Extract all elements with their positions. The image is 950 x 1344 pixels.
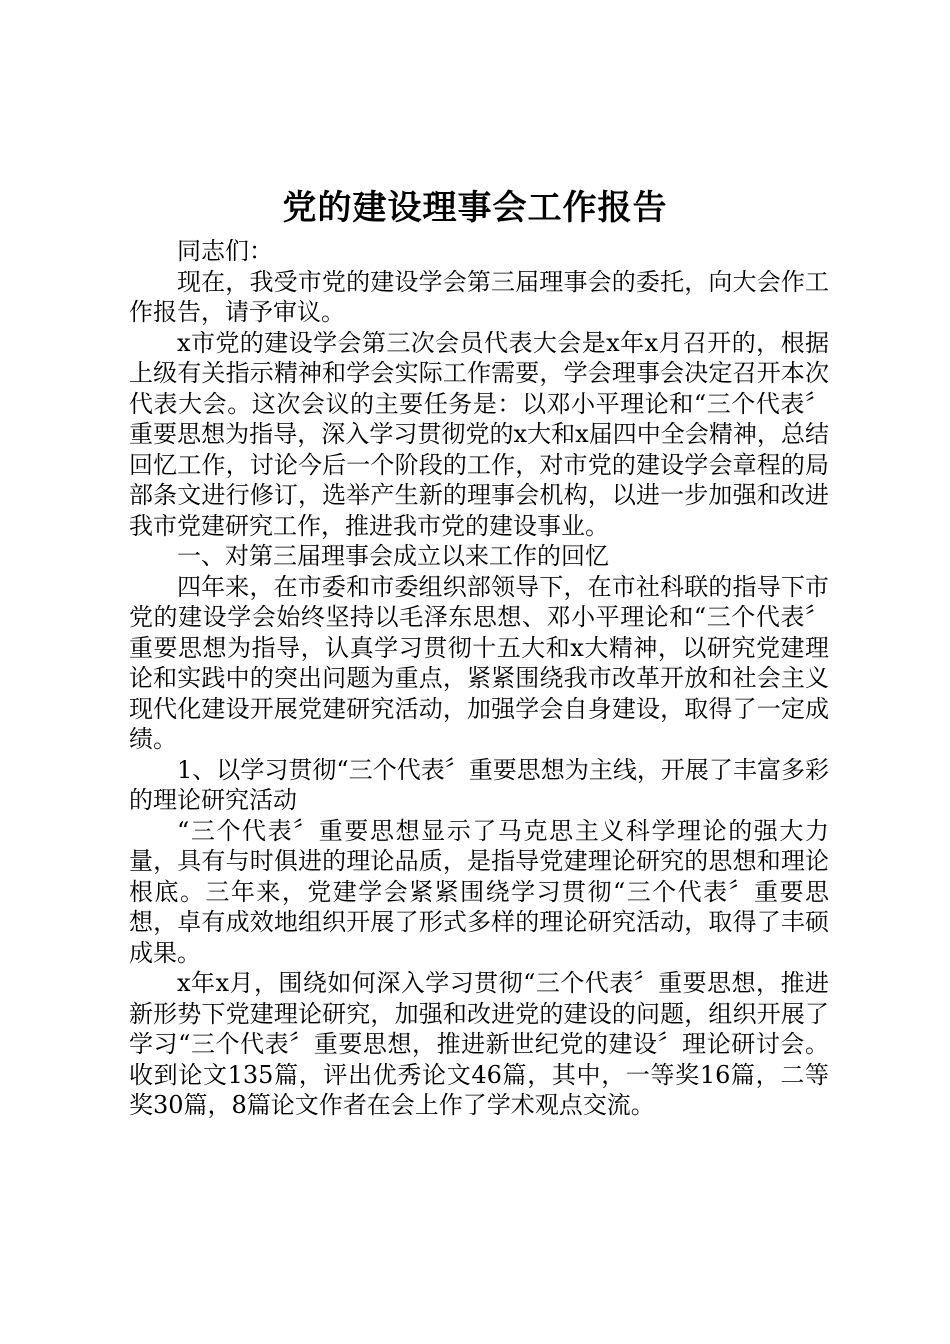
subsection-heading-1: 1、以学习贯彻“三个代表〞重要思想为主线，开展了丰富多彩的理论研究活动: [129, 755, 829, 814]
paragraph-intro: 现在，我受市党的建设学会第三届理事会的委托，向大会作工作报告，请予审议。: [129, 267, 829, 326]
section-heading-1: 一、对第三届理事会成立以来工作的回忆: [177, 542, 609, 570]
paragraph-four-years: 四年来，在市委和市委组织部领导下，在市社科联的指导下市党的建设学会始终坚持以毛泽东思想、邓小平理论和“三个代表〞重要思想为指导，认真学习贯彻十五大和x大精神，以研究党建理论和实践中的突出问题为重点，紧紧围绕我市改革开放和社会主义现代化建设开展党建研究活动，加强学会自身建设，取得了一定成绩。: [129, 572, 829, 753]
paragraph-congress-background: x市党的建设学会第三次会员代表大会是x年x月召开的，根据上级有关指示精神和学会实际工作需要，学会理事会决定召开本次代表大会。这次会议的主要任务是：以邓小平理论和“三个代表〞重要思想为指导，深入学习贯彻党的x大和x届四中全会精神，总结回忆工作，讨论今后一个阶段的工作，对市党的建设学会章程的局部条文进行修订，选举产生新的理事会机构，以进一步加强和改进我市党建研究工作，推进我市党的建设事业。: [129, 328, 829, 540]
paragraph-symposium: x年x月，围绕如何深入学习贯彻“三个代表〞重要思想，推进新形势下党建理论研究，加强和改进党的建设的问题，组织开展了学习“三个代表〞重要思想，推进新世纪党的建设〞理论研讨会。收到论文135篇，评出优秀论文46篇，其中，一等奖16篇，二等奖30篇，8篇论文作者在会上作了学术观点交流。: [129, 969, 829, 1119]
paragraph-salutation: 同志们：: [177, 237, 273, 265]
document-title: 党的建设理事会工作报告: [282, 188, 668, 228]
paragraph-three-represents: “三个代表〞重要思想显示了马克思主义科学理论的强大力量，具有与时俱进的理论品质，是指导党建理论研究的思想和理论根底。三年来，党建学会紧紧围绕学习贯彻“三个代表〞重要思想，卓有成效地组织开展了形式多样的理论研究活动，取得了丰硕成果。: [129, 816, 829, 967]
document-body: [129, 236, 829, 1121]
